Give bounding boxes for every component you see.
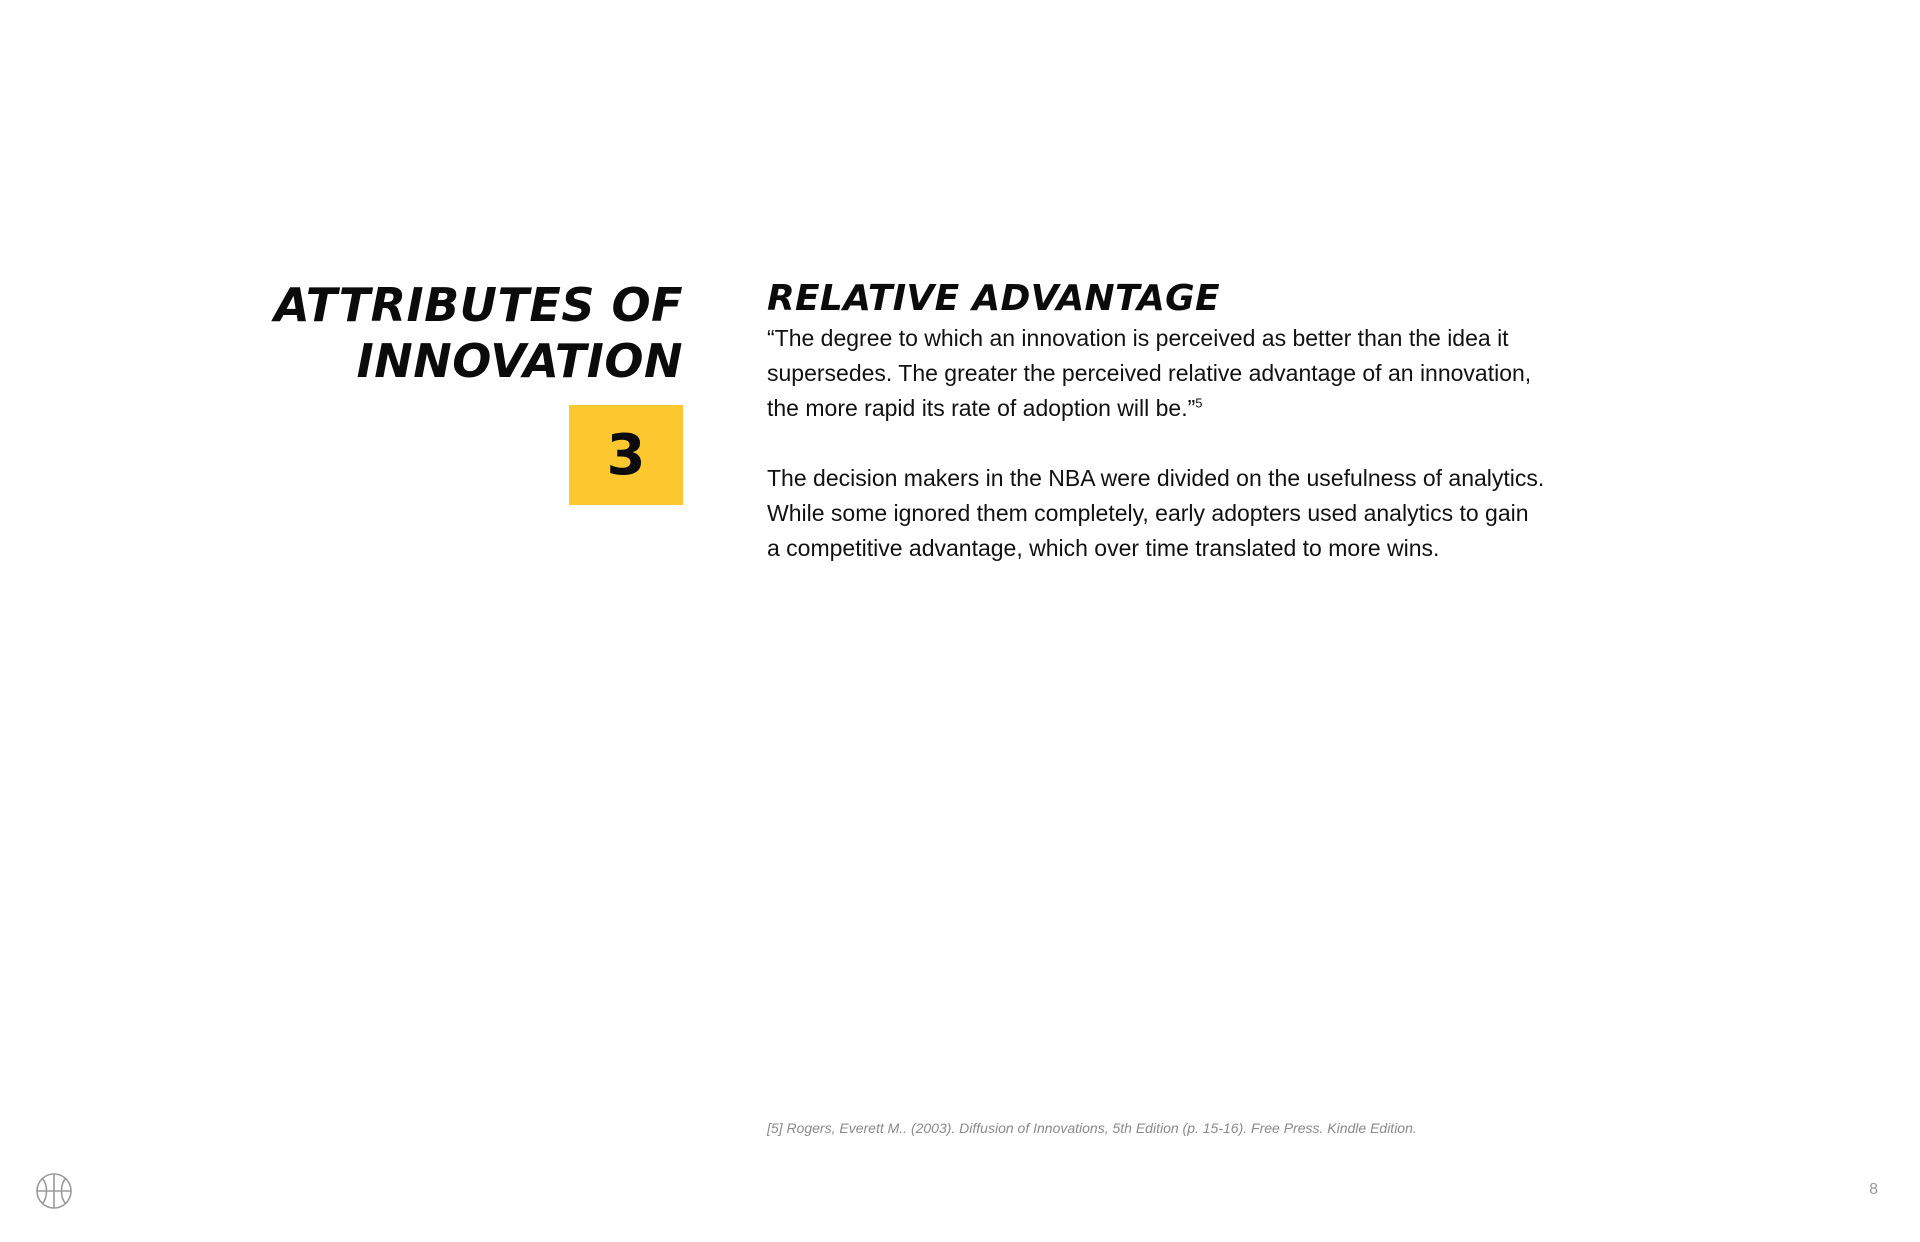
body-paragraph: The decision makers in the NBA were divided on the usefulness of analytics. While some ignored them completely, early adopters used analytics to gain a competitive advantage, which over time translated to more wins. <box>767 465 1545 561</box>
section-header <box>263 277 683 505</box>
section-number-badge: 3 <box>569 405 683 505</box>
section-title <box>263 277 683 389</box>
footnote-citation: [5] Rogers, Everett M.. (2003). Diffusion of Innovations, 5th Edition (p. 15-16). Free Press. Kindle Edition. <box>767 1120 1417 1136</box>
page-number: 8 <box>1869 1181 1878 1198</box>
footnote-ref: 5 <box>1195 395 1203 411</box>
basketball-icon <box>35 1172 73 1210</box>
section-title-line-1: ATTRIBUTES OF <box>274 278 683 332</box>
quote-paragraph <box>767 321 1547 426</box>
section-title-line-2: INNOVATION <box>356 334 683 388</box>
quote-text: “The degree to which an innovation is perceived as better than the idea it supersedes. The greater the perceived relative advantage of an innovation, the more rapid its rate of adoption will be.” <box>767 325 1532 421</box>
content-heading: RELATIVE ADVANTAGE <box>767 278 1220 319</box>
content-column <box>767 277 1547 566</box>
